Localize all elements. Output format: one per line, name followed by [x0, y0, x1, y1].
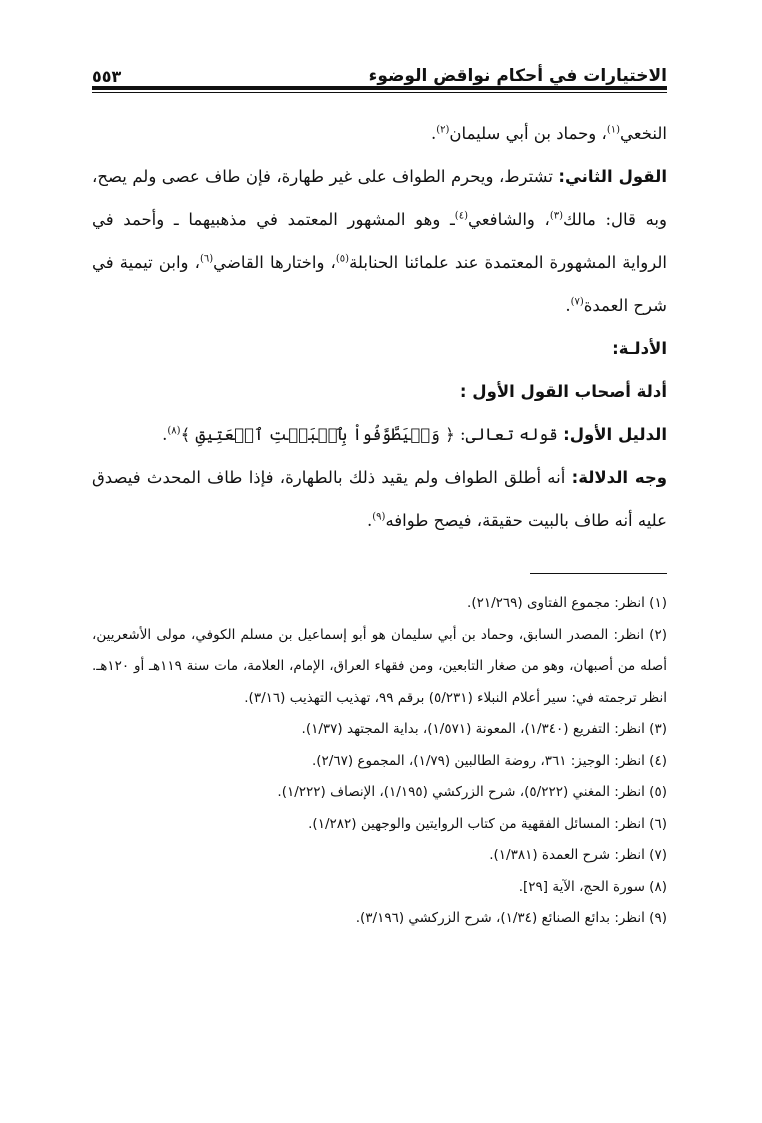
text-run: ، وحماد بن أبي سليمان	[449, 124, 607, 143]
text-run: ، والشافعي	[467, 210, 550, 229]
footnote-ref-5[interactable]: (٥)	[335, 253, 350, 265]
first-view-evidence-heading: أدلة أصحاب القول الأول :	[459, 382, 667, 401]
footnote-1: (١) انظر: مجموع الفتاوى (٢١/٢٦٩).	[467, 595, 667, 611]
footnote-ref-8[interactable]: (٨)	[167, 425, 181, 437]
paragraph-indication	[92, 456, 667, 542]
running-header	[92, 58, 667, 86]
text-run: ، واختارها القاضي	[213, 253, 336, 272]
footnote-ref-2[interactable]: (٢)	[436, 124, 450, 136]
footnote-separator	[530, 573, 667, 574]
quran-verse: ﴿ وَلۡيَطَّوَّفُواْ بِٱلۡبَيۡتِ ٱلۡعَتِيقِ ﴾	[180, 425, 455, 444]
text-run: تشترط، ويحرم الطواف على غير طهارة، فإن طاف عصى ولم يصح، وبه قال: مالك	[92, 167, 667, 229]
footnote-ref-3[interactable]: (٣)	[549, 210, 564, 222]
text-run: ـ وهو المشهور المعتمد في مذهبيهما ـ وأحمد في الرواية المشهورة المعتمدة عند علمائنا الحنابلة	[92, 210, 667, 272]
running-title: الاختيارات في أحكام نواقض الوضوء	[368, 66, 667, 86]
header-rule-thick	[92, 86, 667, 90]
footnote-7: (٧) انظر: شرح العمدة (١/٣٨١).	[489, 847, 667, 863]
footnote-ref-7[interactable]: (٧)	[570, 296, 584, 308]
footnote-9: (٩) انظر: بدائع الصنائع (١/٣٤)، شرح الزركشي (٣/١٩٦).	[355, 910, 667, 926]
text-run: قوله تعالى:	[454, 425, 564, 444]
main-text	[92, 112, 667, 542]
page-number: ٥٥٣	[92, 67, 122, 86]
evidence-heading: الأدلـة:	[612, 339, 667, 358]
text-run: النخعي	[620, 124, 667, 143]
indication-label: وجه الدلالة:	[571, 468, 667, 487]
footnote-2: (٢) انظر: المصدر السابق، وحماد بن أبي سليمان هو أبو إسماعيل بن مسلم الكوفي، مولى الأشعريين، أصله من أصبهان، وهو من صغار التابعين، ومن فقهاء العراق، الإمام، العلامة، مات سنة ١١٩هـ أو ١٢٠هـ. انظر ترجمته في: سير أعلام النبلاء (٥/٢٣١) برقم ٩٩، تهذيب التهذيب (٣/١٦).	[92, 626, 667, 706]
header-rule-thin	[92, 92, 667, 93]
footnote-ref-9[interactable]: (٩)	[372, 511, 386, 523]
text-run: .	[565, 296, 571, 315]
text-run: أنه أطلق الطواف ولم يقيد ذلك بالطهارة، فإذا طاف المحدث فيصدق عليه أنه طاف بالبيت حقيقة، فيصح طوافه	[92, 468, 667, 530]
footnote-3: (٣) انظر: التفريع (١/٣٤٠)، المعونة (١/٥٧١)، بداية المجتهد (١/٣٧).	[301, 721, 667, 737]
second-view-label: القول الثاني:	[558, 167, 667, 186]
footnote-8: (٨) سورة الحج، الآية [٢٩].	[518, 878, 667, 895]
paragraph-continuation	[92, 112, 667, 155]
text-run: .	[367, 511, 373, 530]
footnote-ref-6[interactable]: (٦)	[199, 253, 214, 265]
footnote-4: (٤) انظر: الوجيز: ٣٦١، روضة الطالبين (١/٧٩)، المجموع (٢/٦٧).	[311, 752, 667, 769]
paragraph-second-view	[92, 155, 667, 327]
paragraph-first-evidence	[92, 413, 667, 456]
footnote-5: (٥) انظر: المغني (٥/٢٢٢)، شرح الزركشي (١/١٩٥)، الإنصاف (١/٢٢٢).	[277, 784, 667, 800]
text-run: .	[162, 425, 168, 444]
text-run: .	[430, 124, 437, 143]
first-evidence-label: الدليل الأول:	[563, 425, 667, 444]
footnote-6: (٦) انظر: المسائل الفقهية من كتاب الروايتين والوجهين (١/٢٨٢).	[308, 815, 667, 832]
footnotes	[92, 588, 667, 935]
text-run: ، وابن تيمية في شرح العمدة	[92, 253, 667, 315]
footnote-ref-4[interactable]: (٤)	[454, 210, 468, 222]
footnote-ref-1[interactable]: (١)	[606, 124, 621, 136]
